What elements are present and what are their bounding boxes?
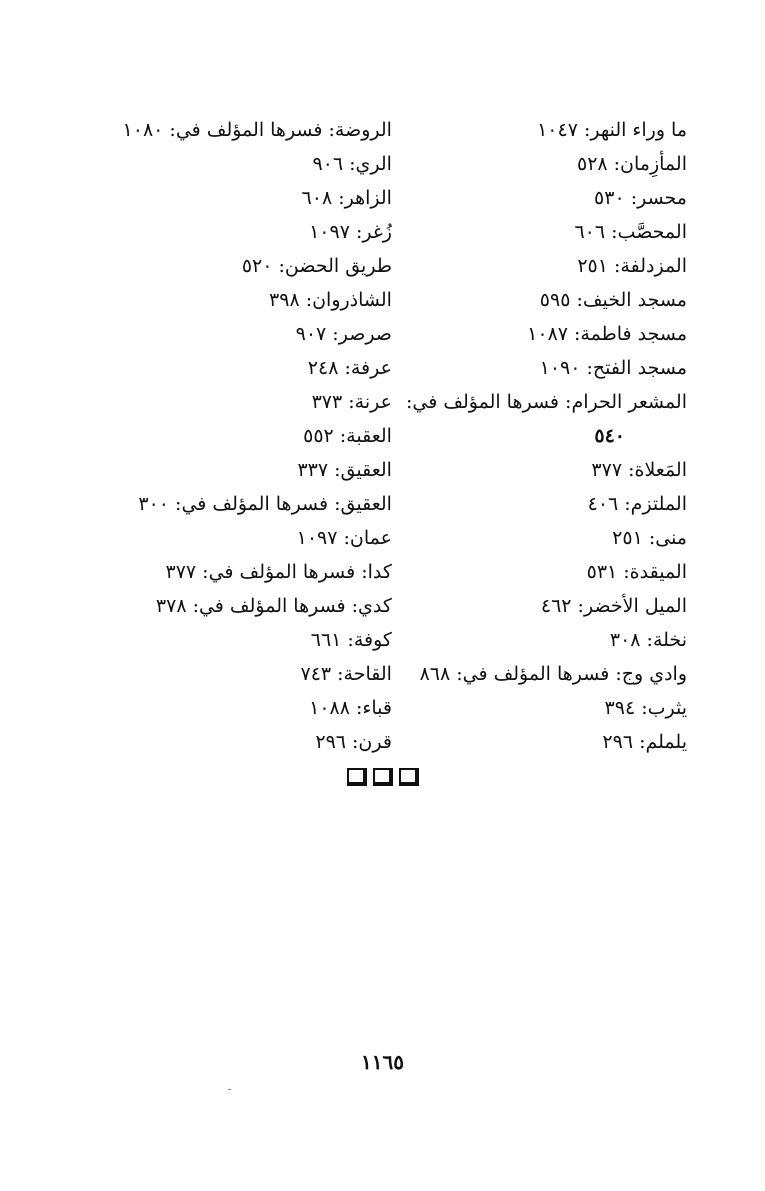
index-entry: الميل الأخضر: ٤٦٢ (540, 595, 687, 617)
index-entry: عرفة: ٢٤٨ (307, 357, 392, 379)
index-entry: زُغر: ١٠٩٧ (309, 221, 392, 243)
index-entry: عمان: ١٠٩٧ (296, 527, 392, 549)
square-ornament-icon (399, 768, 419, 786)
page-number: ١١٦٥ (361, 1050, 404, 1074)
square-ornament-icon (347, 768, 367, 786)
index-entry: العقيق: ٣٣٧ (297, 459, 392, 481)
index-entry: العقبة: ٥٥٢ (303, 425, 392, 447)
index-entry: يلملم: ٢٩٦ (602, 731, 687, 753)
index-entry: مسجد الخيف: ٥٩٥ (539, 289, 687, 311)
index-entry: المَعلاة: ٣٧٧ (591, 459, 687, 481)
index-entry: نخلة: ٣٠٨ (609, 629, 687, 651)
index-entry: وادي وج: فسرها المؤلف في: ٨٦٨ (419, 663, 687, 685)
index-entry: الري: ٩٠٦ (312, 153, 392, 175)
index-entry: عرنة: ٣٧٣ (311, 391, 392, 413)
index-entry: الروضة: فسرها المؤلف في: ١٠٨٠ (122, 119, 392, 141)
index-entry: طريق الحضن: ٥٢٠ (241, 255, 392, 277)
index-columns (92, 113, 687, 763)
index-entry: الشاذروان: ٣٩٨ (269, 289, 392, 311)
index-entry: المحصَّب: ٦٠٦ (574, 221, 687, 243)
square-ornament-icon (373, 768, 393, 786)
index-column-left (392, 113, 687, 763)
index-entry: العقيق: فسرها المؤلف في: ٣٠٠ (138, 493, 392, 515)
index-entry: قرن: ٢٩٦ (315, 731, 392, 753)
index-entry: القاحة: ٧٤٣ (300, 663, 392, 685)
index-entry: المأزِمان: ٥٢٨ (576, 153, 687, 175)
index-entry: كدا: فسرها المؤلف في: ٣٧٧ (165, 561, 392, 583)
index-entry: ما وراء النهر: ١٠٤٧ (537, 119, 687, 141)
index-entry: كدي: فسرها المؤلف في: ٣٧٨ (155, 595, 392, 617)
index-entry: يثرب: ٣٩٤ (604, 697, 687, 719)
index-entry: كوفة: ٦٦١ (310, 629, 392, 651)
index-column-right (92, 113, 392, 763)
index-entry: المزدلفة: ٢٥١ (577, 255, 687, 277)
index-entry: قباء: ١٠٨٨ (309, 697, 392, 719)
index-entry: منى: ٢٥١ (612, 527, 687, 549)
index-entry: المشعر الحرام: فسرها المؤلف في: (405, 391, 687, 413)
scan-speck (228, 1089, 231, 1090)
index-entry: مسجد الفتح: ١٠٩٠ (539, 357, 687, 379)
index-entry: الزاهر: ٦٠٨ (301, 187, 392, 209)
index-entry: مسجد فاطمة: ١٠٨٧ (527, 323, 687, 345)
index-entry: الميقدة: ٥٣١ (586, 561, 687, 583)
index-entry: صرصر: ٩٠٧ (295, 323, 392, 345)
index-entry: الملتزم: ٤٠٦ (587, 493, 687, 515)
index-entry: محسر: ٥٣٠ (594, 187, 687, 209)
index-entry-continuation: ٥٤٠ (594, 425, 625, 447)
section-end-ornament (0, 768, 765, 786)
